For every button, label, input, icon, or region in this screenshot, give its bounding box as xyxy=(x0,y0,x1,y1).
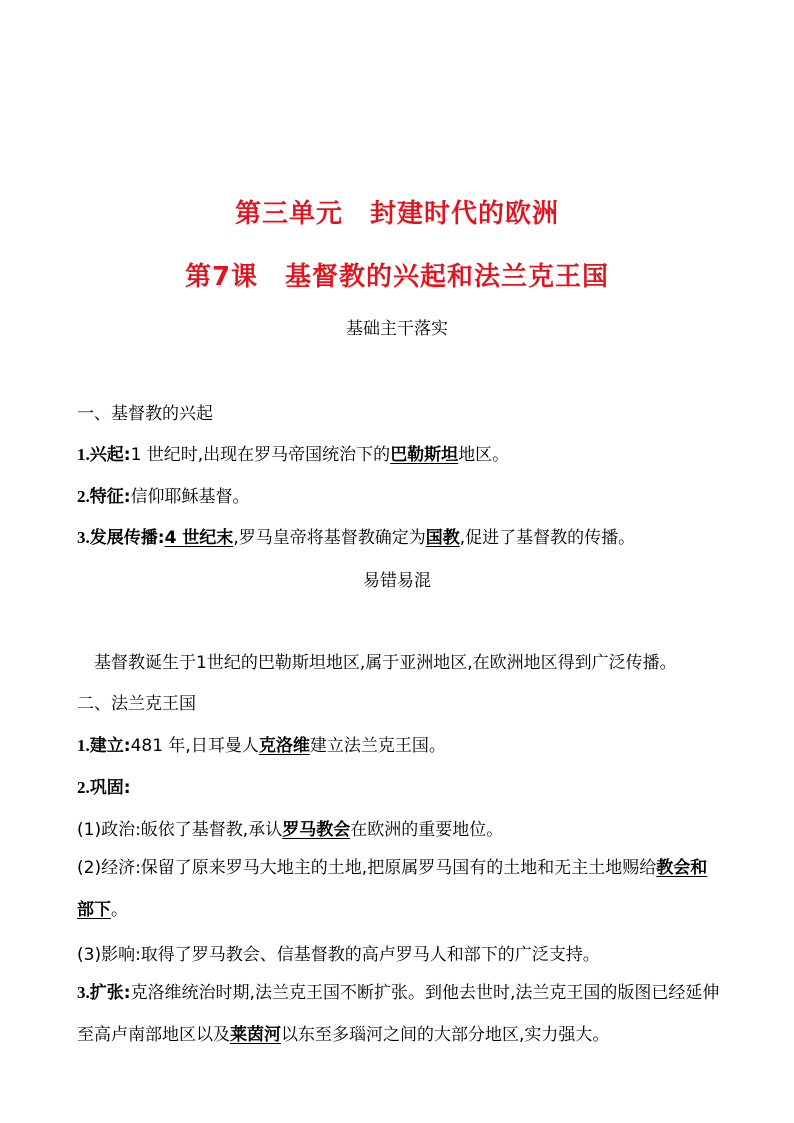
item-text: 信仰耶稣基督。 xyxy=(130,487,250,507)
easy-mistake-note: 基督教诞生于1世纪的巴勒斯坦地区,属于亚洲地区,在欧洲地区得到广泛传播。 xyxy=(94,653,677,673)
item-label: 兴起: xyxy=(89,445,131,465)
consolidation-economy xyxy=(77,847,721,931)
item-text: ,罗马皇帝将基督教确定为 xyxy=(233,528,426,548)
item-number: 2. xyxy=(77,778,90,797)
item-text: 。 xyxy=(111,900,128,920)
key-term: 国教 xyxy=(425,528,460,548)
easy-mistake-heading: 易错易混 xyxy=(363,571,431,591)
item-number: 1. xyxy=(77,736,90,755)
item-text: 以东至多瑙河之间的大部分地区,实力强大。 xyxy=(281,1025,610,1045)
item-text: 克洛维统治时期,法兰克王国不断扩张。到他去世时,法兰克王国的版图已经延伸至高卢南部地区以及 xyxy=(77,983,720,1045)
section2-heading: 二、法兰克王国 xyxy=(77,694,196,714)
item-label: 扩张: xyxy=(89,983,131,1003)
section2-item-consolidation xyxy=(77,773,131,798)
unit-title: 第三单元 封建时代的欧洲 xyxy=(234,199,559,229)
item-text: (2)经济:保留了原来罗马大地主的土地,把原属罗马国有的土地和无主土地赐给 xyxy=(77,858,657,878)
key-term: 莱茵河 xyxy=(230,1025,281,1045)
item-text: 建立法兰克王国。 xyxy=(309,736,446,756)
item-number: 2. xyxy=(77,487,90,506)
item-label: 特征: xyxy=(89,487,131,507)
item-number: 3. xyxy=(77,983,90,1002)
item-label: 建立: xyxy=(89,736,131,756)
item-label: 巩固: xyxy=(89,778,131,798)
section1-item-feature xyxy=(77,482,250,507)
item-number: 3. xyxy=(77,528,90,547)
section1-item-rise xyxy=(77,440,509,465)
section2-item-expansion xyxy=(77,972,721,1056)
basic-section-subtitle: 基础主干落实 xyxy=(346,319,448,339)
item-text: 在欧洲的重要地位。 xyxy=(350,820,504,840)
key-term: 罗马教会 xyxy=(282,820,351,840)
lesson-title: 第7课 基督教的兴起和法兰克王国 xyxy=(184,262,610,292)
key-term: 教会和部下 xyxy=(77,858,708,920)
item-text: ,促进了基督教的传播。 xyxy=(459,528,636,548)
item-label: 发展传播: xyxy=(89,528,165,548)
key-term: 4 世纪末 xyxy=(164,528,234,548)
key-term: 克洛维 xyxy=(258,736,310,756)
section1-heading: 一、基督教的兴起 xyxy=(77,404,213,424)
item-text: 481 年,日耳曼人 xyxy=(130,736,259,756)
item-text: 地区。 xyxy=(458,445,510,465)
section1-item-spread xyxy=(77,523,635,548)
consolidation-impact: (3)影响:取得了罗马教会、信基督教的高卢罗马人和部下的广泛支持。 xyxy=(77,945,600,965)
consolidation-politics xyxy=(77,815,503,840)
item-text: (1)政治:皈依了基督教,承认 xyxy=(77,820,283,840)
section2-item-founding xyxy=(77,731,446,756)
item-number: 1. xyxy=(77,445,90,464)
item-text: 1 世纪时,出现在罗马帝国统治下的 xyxy=(130,445,391,465)
key-term: 巴勒斯坦 xyxy=(390,445,459,465)
